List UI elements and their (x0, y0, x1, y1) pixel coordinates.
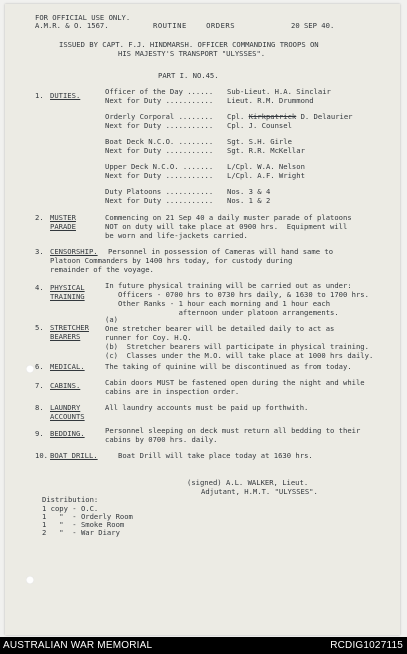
order-heading-accounts: ACCOUNTS (50, 412, 85, 421)
issued-by-line: ISSUED BY CAPT. F.J. HINDMARSH. OFFICER COMMANDING TROOPS ON (59, 40, 319, 49)
order-text: be worn and life-jackets carried. (105, 231, 248, 240)
order-heading-bedding: BEDDING. (50, 429, 85, 438)
distribution-item: 1 " - Orderly Room (42, 512, 133, 521)
distribution-title: Distribution: (42, 495, 99, 504)
order-text: remainder of the voyage. (50, 265, 154, 274)
order-heading-stretcher: STRETCHER (50, 323, 89, 332)
duty-role: Boat Deck N.C.O. ........ (105, 137, 214, 146)
order-heading-cabins: CABINS. (50, 381, 81, 390)
duty-role: Orderly Corporal ........ (105, 112, 214, 121)
order-text: Other Ranks - 1 hour each morning and 1 hour each (105, 299, 331, 308)
order-text: runner for Coy. H.Q. (105, 333, 192, 342)
order-text: All laundry accounts must be paid up forthwith. (105, 403, 309, 412)
punch-hole (26, 365, 34, 373)
duty-name: Sgt. R.R. McKellar (227, 146, 305, 155)
order-heading-duties: DUTIES. (50, 91, 81, 100)
order-heading-muster: MUSTER (50, 213, 76, 222)
duty-role: Next for Duty ........... (105, 121, 214, 130)
order-number: 5. (35, 323, 44, 332)
struck-name: Kirkpatrick (248, 112, 297, 121)
signature-title: Adjutant, H.M.T. "ULYSSES". (201, 487, 318, 496)
order-number: 9. (35, 429, 44, 438)
duty-name: Nos. 1 & 2 (227, 196, 271, 205)
order-heading-bearers: BEARERS (50, 332, 81, 341)
duty-name: Sgt. S.H. Girle (227, 137, 292, 146)
distribution-item: 2 " - War Diary (42, 528, 120, 537)
order-heading-parade: PARADE (50, 222, 76, 231)
order-text: cabins are in inspection order. (105, 387, 240, 396)
order-text: In future physical training will be carried out as under: (105, 281, 352, 290)
archive-reference: RCDIG1027115 (330, 640, 403, 651)
order-heading-boat-drill: BOAT DRILL. (50, 451, 98, 460)
order-text: Personnel sleeping on deck must return all bedding to their (105, 426, 361, 435)
archive-name: AUSTRALIAN WAR MEMORIAL (3, 640, 153, 651)
document-page (5, 4, 400, 635)
order-number: 4. (35, 283, 44, 292)
duty-name: L/Cpl. W.A. Nelson (227, 162, 305, 171)
order-text: Officers - 0700 hrs to 0730 hrs daily, & 1630 to 1700 hrs. (105, 290, 369, 299)
duty-name: Lieut. R.M. Drummond (227, 96, 314, 105)
order-text: cabins by 0700 hrs. daily. (105, 435, 218, 444)
order-number: 8. (35, 403, 44, 412)
order-text: afternoon under platoon arrangements. (105, 308, 339, 317)
order-text: One stretcher bearer will be detailed daily to act as (105, 324, 335, 333)
order-number: 10. (35, 451, 48, 460)
order-heading-medical: MEDICAL. (50, 362, 85, 371)
duty-role: Upper Deck N.C.O. ....... (105, 162, 214, 171)
order-heading-physical: PHYSICAL (50, 283, 85, 292)
punch-hole (26, 576, 34, 584)
duty-role: Next for Duty ........... (105, 146, 214, 155)
order-number: 2. (35, 213, 44, 222)
order-text: Cabin doors MUST be fastened open during the night and while (105, 378, 365, 387)
order-text: Personnel in possession of Cameras will hand same to (108, 247, 334, 256)
duty-name-prefix: Cpl. (227, 112, 249, 121)
duty-name-suffix: D. Delaurier (296, 112, 353, 121)
order-text: The taking of quinine will be discontinued as from today. (105, 362, 352, 371)
order-heading-training: TRAINING (50, 292, 85, 301)
duty-role: Next for Duty ........... (105, 196, 214, 205)
order-text: NOT on duty will take place at 0900 hrs. Equipment will (105, 222, 348, 231)
document-title: ROUTINE ORDERS (153, 21, 236, 30)
order-text: (c) Classes under the M.O. will take place at 1000 hrs daily. (105, 351, 374, 360)
order-heading-censorship: CENSORSHIP. (50, 247, 98, 256)
archive-footer-bar (0, 637, 407, 654)
order-heading-laundry: LAUNDRY (50, 403, 81, 412)
order-text: Boat Drill will take place today at 1630 hrs. (118, 451, 313, 460)
order-number: 3. (35, 247, 44, 256)
distribution-item: 1 " - Smoke Room (42, 520, 125, 529)
order-text: Platoon Commanders by 1400 hrs today, for custody during (50, 256, 293, 265)
duty-role: Next for Duty ........... (105, 171, 214, 180)
order-text: (a) (105, 315, 118, 324)
part-number: PART I. NO.45. (158, 71, 219, 80)
order-text: Commencing on 21 Sep 40 a daily muster parade of platoons (105, 213, 352, 222)
order-number: 1. (35, 91, 44, 100)
order-number: 7. (35, 381, 44, 390)
order-text: (b) Stretcher bearers will participate in physical training. (105, 342, 369, 351)
form-reference: A.M.R. & O. 1567. (35, 21, 109, 30)
duty-name: Nos. 3 & 4 (227, 187, 271, 196)
duty-name: L/Cpl. A.F. Wright (227, 171, 305, 180)
duty-role: Next for Duty ........... (105, 96, 214, 105)
duty-role: Duty Platoons ........... (105, 187, 214, 196)
signature-line: (signed) A.L. WALKER, Lieut. (187, 478, 309, 487)
issued-by-line: HIS MAJESTY'S TRANSPORT "ULYSSES". (118, 49, 266, 58)
duty-name: Cpl. J. Counsel (227, 121, 292, 130)
duty-name: Sub-Lieut. H.A. Sinclair (227, 87, 331, 96)
order-number: 6. (35, 362, 44, 371)
document-date: 20 SEP 40. (291, 21, 335, 30)
duty-role: Officer of the Day ...... (105, 87, 214, 96)
distribution-item: 1 copy - O.C. (42, 504, 99, 513)
classification-marking: FOR OFFICIAL USE ONLY. (35, 13, 131, 22)
